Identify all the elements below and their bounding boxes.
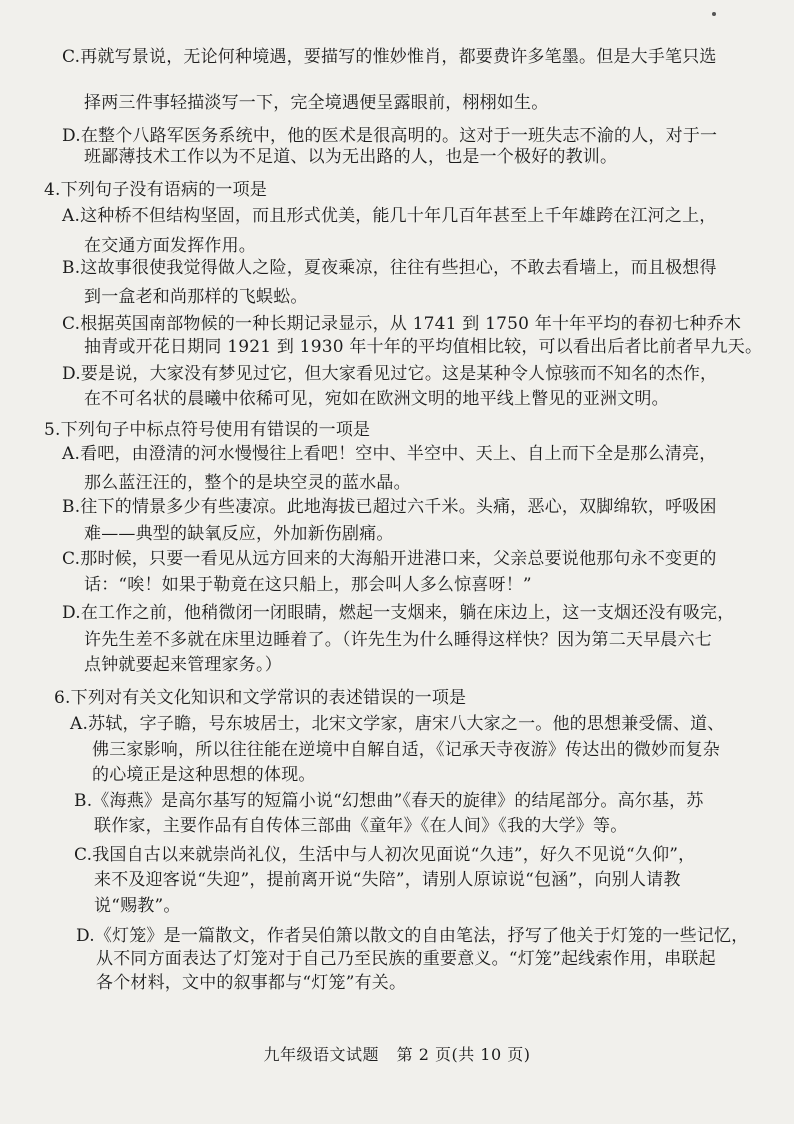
q6-option-d-line-3: 各个材料，文中的叙事都与“灯笼”有关。 (96, 973, 407, 993)
q4-option-c-line-2: 抽青或开花日期同 1921 到 1930 年十年的平均值相比较，可以看出后者比前者早九天。 (84, 337, 763, 357)
q4-option-d-line-1: D.要是说，大家没有梦见过它，但大家看见过它。这是某种令人惊骇而不知名的杰作， (62, 364, 718, 384)
q4-option-b-line-1: B.这故事很使我觉得做人之险，夏夜乘凉，往往有些担心，不敢去看墙上，而且极想得 (62, 258, 717, 278)
q5-option-a-line-2: 那么蓝汪汪的，整个的是块空灵的蓝水晶。 (84, 473, 411, 493)
q6-option-a-line-2: 佛三家影响，所以往往能在逆境中自解自适，《记承天寺夜游》传达出的微妙而复杂 (92, 740, 720, 760)
q6-option-d-line-1: D.《灯笼》是一篇散文，作者吴伯箫以散文的自由笔法，抒写了他关于灯笼的一些记忆， (76, 926, 749, 946)
option-d-line-2: 班鄙薄技术工作以为不足道、以为无出路的人，也是一个极好的教训。 (84, 147, 618, 167)
q6-option-b-line-2: 联作家，主要作品有自传体三部曲《童年》《在人间》《我的大学》等。 (94, 816, 628, 836)
q5-option-d-line-2: 许先生差不多就在床里边睡着了。（许先生为什么睡得这样快？因为第二天早晨六七 (84, 630, 712, 650)
q6-option-a-line-3: 的心境正是这种思想的体现。 (92, 765, 316, 785)
footer-subject: 九年级语文试题 (263, 1045, 380, 1064)
question-5-heading: 5.下列句子中标点符号使用有错误的一项是 (44, 420, 371, 440)
option-c-line-1: C.再就写景说，无论何种境遇，要描写的惟妙惟肖，都要费许多笔墨。但是大手笔只选 (62, 47, 717, 67)
footer-page-number: 第 2 页(共 10 页) (396, 1045, 531, 1064)
option-c-line-2: 择两三件事轻描淡写一下，完全境遇便呈露眼前，栩栩如生。 (84, 93, 549, 113)
q6-option-c-line-2: 来不及迎客说“失迎”，提前离开说“失陪”，请别人原谅说“包涵”，向别人请教 (94, 870, 681, 890)
question-4-heading: 4.下列句子没有语病的一项是 (44, 180, 268, 200)
q5-option-c-line-1: C.那时候，只要一看见从远方回来的大海船开进港口来，父亲总要说他那句永不变更的 (62, 549, 717, 569)
q4-option-b-line-2: 到一盒老和尚那样的飞蜈蚣。 (84, 287, 308, 307)
q4-option-d-line-2: 在不可名状的晨曦中依稀可见，宛如在欧洲文明的地平线上瞥见的亚洲文明。 (84, 389, 669, 409)
q4-option-a-line-1: A.这种桥不但结构坚固，而且形式优美，能几十年几百年甚至上千年雄跨在江河之上， (62, 206, 717, 226)
q5-option-b-line-1: B.往下的情景多少有些凄凉。此地海拔已超过六千米。头痛，恶心，双脚绵软，呼吸困 (62, 497, 717, 517)
q5-option-a-line-1: A.看吧，由澄清的河水慢慢往上看吧！空中、半空中、天上、自上而下全是那么清亮， (62, 444, 717, 464)
q6-option-c-line-3: 说“赐教”。 (94, 896, 181, 916)
page-footer (0, 1042, 794, 1065)
question-6-heading: 6.下列对有关文化知识和文学常识的表述错误的一项是 (54, 688, 467, 708)
q6-option-d-line-2: 从不同方面表达了灯笼对于自己乃至民族的重要意义。“灯笼”起线索作用，串联起 (96, 949, 716, 969)
ink-speck (712, 12, 716, 16)
q4-option-a-line-2: 在交通方面发挥作用。 (84, 236, 256, 256)
q4-option-c-line-1: C.根据英国南部物候的一种长期记录显示，从 1741 到 1750 年十年平均的春初七种乔木 (62, 314, 742, 334)
q5-option-b-line-2: 难——典型的缺氧反应，外加新伤剧痛。 (84, 524, 394, 544)
q5-option-d-line-1: D.在工作之前，他稍微闭一闭眼睛，燃起一支烟来，躺在床边上，这一支烟还没有吸完， (62, 603, 735, 623)
q6-option-b-line-1: B.《海燕》是高尔基写的短篇小说“幻想曲”《春天的旋律》的结尾部分。高尔基，苏 (74, 791, 704, 811)
q5-option-c-line-2: 话：“唉！如果于勒竟在这只船上，那会叫人多么惊喜呀！” (84, 575, 532, 595)
q6-option-a-line-1: A.苏轼，字子瞻，号东坡居士，北宋文学家，唐宋八大家之一。他的思想兼受儒、道、 (70, 714, 725, 734)
q5-option-d-line-3: 点钟就要起来管理家务。） (84, 655, 282, 675)
q6-option-c-line-1: C.我国自古以来就崇尚礼仪，生活中与人初次见面说“久违”，好久不见说“久仰”， (74, 845, 696, 865)
option-d-line-1: D.在整个八路军医务系统中，他的医术是很高明的。这对于一班失志不渝的人，对于一 (62, 126, 718, 146)
